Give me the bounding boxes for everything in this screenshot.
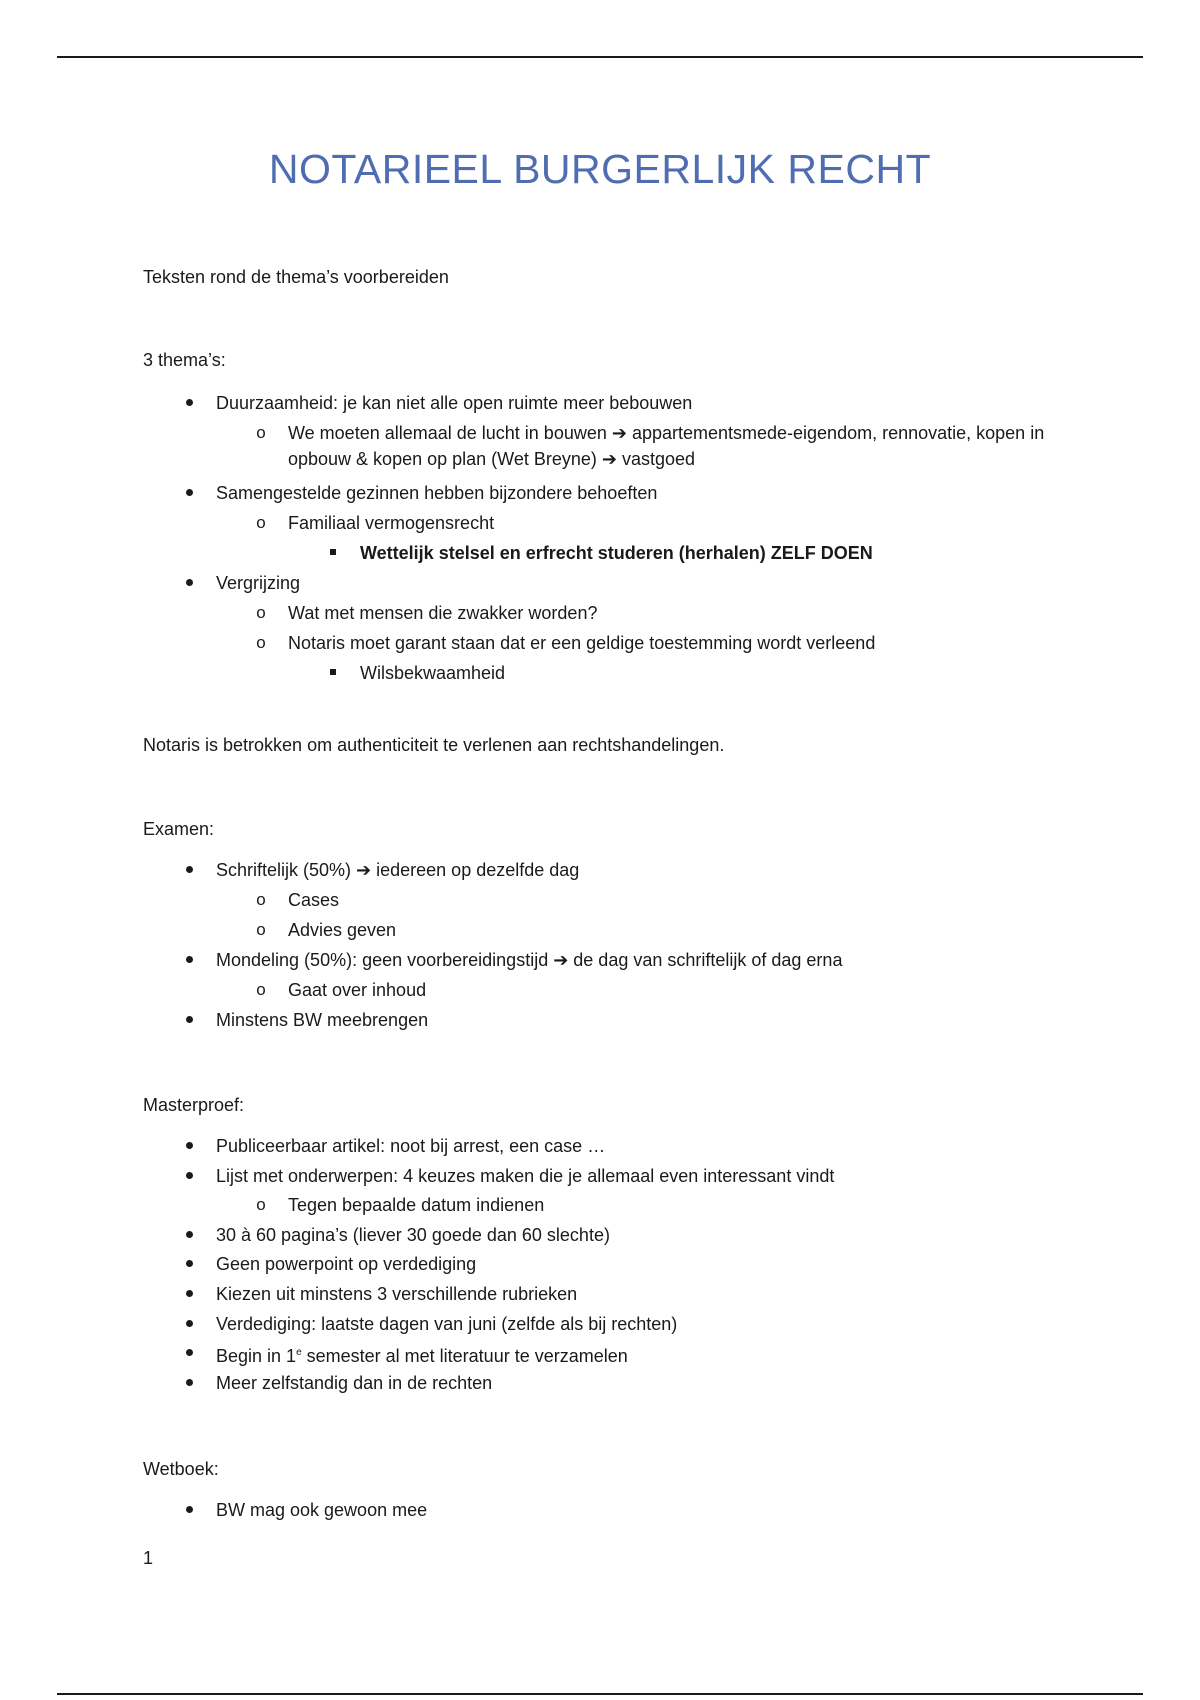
circle-bullet-icon: o [256,423,266,442]
list-item: Wettelijk stelsel en erfrecht studeren (herhalen) ZELF DOEN [360,540,873,566]
list-item: o Notaris moet garant staan dat er een geldige toestemming wordt verleend [288,630,875,656]
bottom-rule [57,1693,1143,1695]
list-item: Begin in 1e semester al met literatuur te verzamelen [216,1340,628,1369]
circle-bullet-icon: o [256,633,266,652]
circle-bullet-icon: o [256,920,266,939]
list-item: Kiezen uit minstens 3 verschillende rubrieken [216,1281,577,1307]
list-item: Verdediging: laatste dagen van juni (zelfde als bij rechten) [216,1311,677,1337]
list-item: Minstens BW meebrengen [216,1007,428,1033]
top-rule [57,56,1143,58]
list-item: Schriftelijk (50%) ➔ iedereen op dezelfde dag [216,857,579,883]
circle-bullet-icon: o [256,1195,266,1214]
list-item: o Familiaal vermogensrecht [288,510,494,536]
list-item: o Gaat over inhoud [288,977,426,1003]
list-item: Meer zelfstandig dan in de rechten [216,1370,492,1396]
list-item: Samengestelde gezinnen hebben bijzondere behoeften [216,480,657,506]
page-number: 1 [143,1548,154,1568]
list-item: Mondeling (50%): geen voorbereidingstijd ➔ de dag van schriftelijk of dag erna [216,947,842,973]
bullet-icon [174,480,204,506]
intro-paragraph: Teksten rond de thema’s voorbereiden [143,267,449,287]
list-item: o We moeten allemaal de lucht in bouwen ➔ appartementsmede-eigendom, rennovatie, kopen in opbouw & kopen op plan (Wet Breyne) ➔ vastgoed [288,420,1048,472]
bullet-icon [174,1133,204,1159]
document-title: NOTARIEEL BURGERLIJK RECHT [268,146,932,192]
list-item: Publiceerbaar artikel: noot bij arrest, een case … [216,1133,605,1159]
exam-heading: Examen: [143,819,215,839]
bullet-icon [174,947,204,973]
bullet-icon [174,1370,204,1396]
list-item: Duurzaamheid: je kan niet alle open ruimte meer bebouwen [216,390,692,416]
bullet-icon [174,1007,204,1033]
bullet-icon [174,1281,204,1307]
bullet-icon [174,857,204,883]
list-item: BW mag ook gewoon mee [216,1497,427,1523]
bullet-icon [174,390,204,416]
square-bullet-icon [318,660,348,686]
bullet-icon [174,1251,204,1277]
circle-bullet-icon: o [256,513,266,532]
list-item: o Tegen bepaalde datum indienen [288,1192,544,1218]
bullet-icon [174,1311,204,1337]
list-item: Lijst met onderwerpen: 4 keuzes maken die je allemaal even interessant vindt [216,1163,834,1189]
list-item: Wilsbekwaamheid [360,660,505,686]
list-item: Geen powerpoint op verdediging [216,1251,476,1277]
themes-heading: 3 thema’s: [143,350,226,370]
circle-bullet-icon: o [256,890,266,909]
bullet-icon [174,570,204,596]
notaris-paragraph: Notaris is betrokken om authenticiteit te verlenen aan rechtshandelingen. [143,735,725,755]
wetboek-heading: Wetboek: [143,1459,219,1479]
circle-bullet-icon: o [256,603,266,622]
list-item: Vergrijzing [216,570,300,596]
bullet-icon [174,1222,204,1248]
list-item: 30 à 60 pagina’s (liever 30 goede dan 60 slechte) [216,1222,610,1248]
circle-bullet-icon: o [256,980,266,999]
bullet-icon [174,1163,204,1189]
square-bullet-icon [318,540,348,566]
bullet-icon [174,1497,204,1523]
bullet-icon [174,1340,204,1366]
list-item: o Cases [288,887,339,913]
list-item: o Advies geven [288,917,396,943]
list-item: o Wat met mensen die zwakker worden? [288,600,597,626]
masterproef-heading: Masterproef: [143,1095,245,1115]
